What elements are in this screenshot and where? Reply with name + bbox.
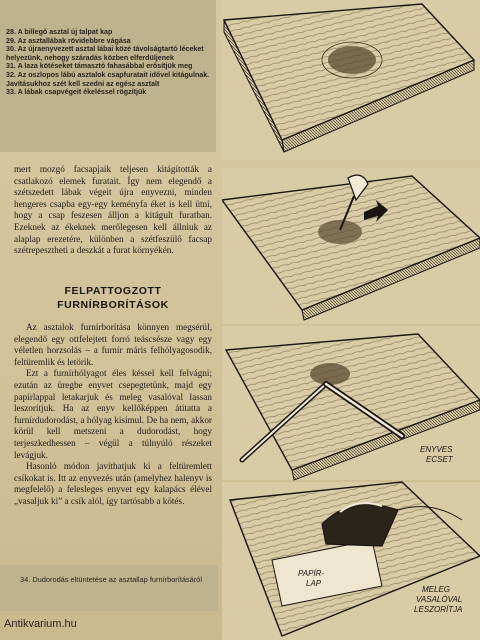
label-paper-2: LAP: [306, 579, 322, 588]
caption-30: 30. Az újraenyvezett asztal lábai közé távolságtartó léceket helyezünk, nehogy száradás közben elferdüljenek: [6, 45, 204, 62]
paragraph-continued: mert mozgó facsapjaik teljesen kitágították a csatlakozó elemek furatait. Így nem elegendő a szétszedett lábak végeit újra enyvezni, minden hengeres csapba egy-egy keményfa éket is kell ütni, hogy a csap feszesen álljon a kitágult furatban. Ezeknek az ékeknek merőlegesen kell állniuk az alaplap erezetére, különben a szétfeszülő facsap szétrepesztheti a deszkát a furat környékén.: [14, 164, 212, 256]
caption-28: 28. A billegő asztal új talpat kap: [6, 28, 113, 36]
heading-line-2: FURNÍRBORÍTÁSOK: [57, 299, 169, 311]
illustration-ironing: [222, 482, 480, 640]
label-glue-brush-1: ENYVES: [420, 445, 453, 454]
paragraph: Hasonló módon javíthatjuk ki a feltüremlett csíkokat is. Itt az enyvezés után (amelyhez halenyv is megfelelő) a felesleges enyvet egy kalapács élével „vasaljuk ki” a csík alól, így tartósabb a kötés.: [14, 461, 212, 506]
illustration-column: [222, 0, 480, 640]
illustration-cutting: [222, 168, 480, 324]
caption-32: 32. Az oszlopos lábú asztalok csapfuratait idővel kitágulnak. Javításukhoz szét kell szedni az egész asztalt: [6, 70, 210, 88]
illustration-blister: [222, 0, 480, 160]
label-paper-1: PAPÍR-: [298, 569, 325, 578]
caption-29: 29. Az asztallábak rövidebbre vágása: [6, 36, 131, 45]
watermark: Antikvarium.hu: [4, 618, 77, 630]
label-iron-1: MELEG: [422, 585, 451, 594]
body-column-bottom: [14, 322, 212, 508]
figure-captions-box: [0, 0, 216, 152]
paragraph: Az asztalok furnírborítása könnyen megsérül, elegendő egy ottfelejtett forró teáscsésze vagy egy véletlen horzsolás – a furnír máris felhólyagosodik, feltüremlik és letörik.: [14, 322, 212, 367]
label-iron-2: VASALÓVAL: [416, 595, 463, 604]
figure-caption-34: [0, 565, 218, 611]
label-iron-3: LESZORÍTJA: [414, 605, 463, 614]
illustration-gluing: [222, 326, 480, 480]
label-glue-brush-2: ECSET: [426, 455, 453, 464]
figure-caption-text: 34. Dudorodás eltüntetése az asztallap furnírborításáról: [20, 575, 202, 584]
caption-31: 31. A laza kötéseket támasztó fahasábbal erősítjük meg: [6, 62, 193, 71]
paragraph: Ezt a furnírhólyagot éles késsel kell felvágni; ezután az üregbe enyvet csepegtetünk, majd egy papírlappal letakarjuk és meleg vasalóval lassan leszorítjuk. Ha az enyv kellőképpen átitatta a furnírdudorodást, a hólyag kisimul. De ha nem, akkor körül kell metszeni a dudorodást, hogy terjeszkedhessen – végül a túlnyúló részeket levágjuk.: [14, 368, 212, 460]
caption-33: 33. A lábak csapvégeit ékeléssel rögzítjük: [6, 88, 147, 97]
body-column-top: [14, 164, 212, 257]
section-heading: [14, 284, 212, 312]
heading-line-1: FELPATTOGZOTT: [64, 285, 162, 297]
